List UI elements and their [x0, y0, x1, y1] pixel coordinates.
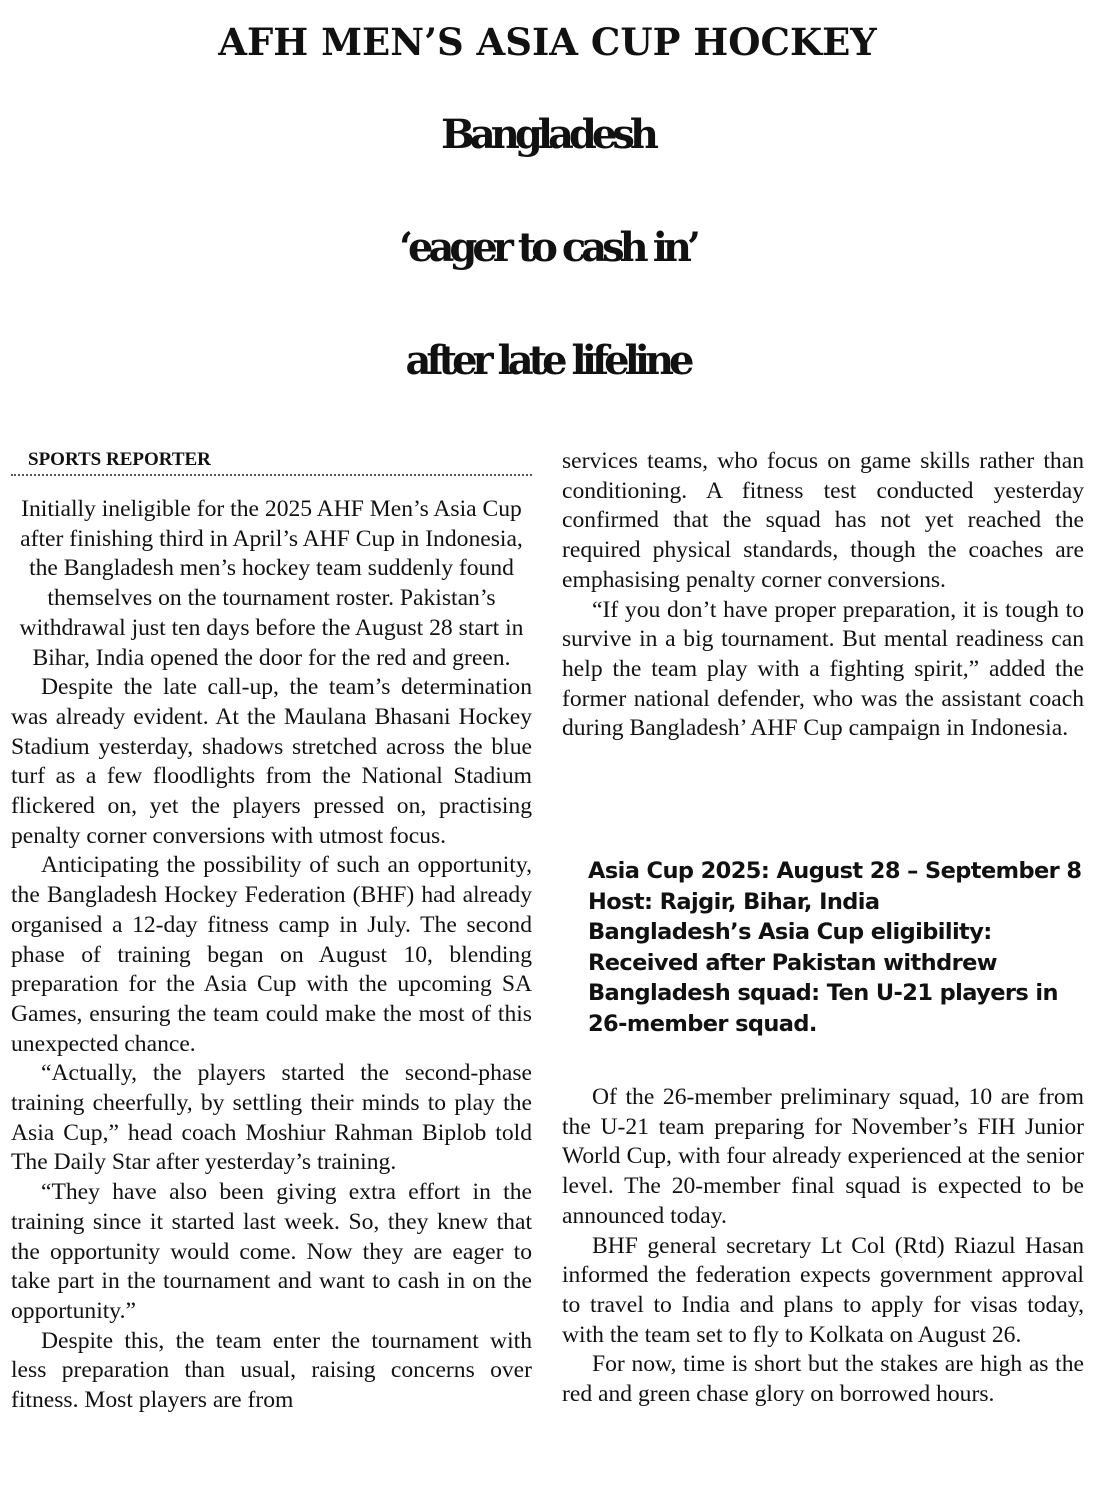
article-paragraph: Despite this, the team enter the tournament with less preparation than usual, raising concerns over fitness. Most players are from [11, 1327, 532, 1414]
byline: SPORTS REPORTER [28, 449, 211, 470]
fact-box-line: 26-member squad. [588, 1010, 817, 1037]
headline [0, 78, 1095, 417]
article-paragraph: For now, time is short but the stakes are high as the red and green chase glory on borrowed hours. [562, 1351, 1084, 1408]
fact-box-line: Bangladesh’s Asia Cup eligibility: [588, 919, 992, 945]
article-paragraph: Initially ineligible for the 2025 AHF Men’s Asia Cup after finishing third in April’s AHF Cup in Indonesia, the Bangladesh men’s hockey team suddenly found themselves on the tournament roster. Pakistan’s withdrawal just ten days before the August 28 start in Bihar, India opened the door for the red and green. [19, 496, 524, 671]
article-paragraph: BHF general secretary Lt Col (Rtd) Riazul Hasan informed the federation expects government approval to travel to India and plans to apply for visas today, with the team set to fly to Kolkata on August 26. [562, 1232, 1084, 1348]
article-paragraph: Of the 26-member preliminary squad, 10 are from the U-21 team preparing for November’s FIH Junior World Cup, with four already experienced at the senior level. The 20-member final squad is expected to be announced today. [562, 1084, 1084, 1229]
fact-box-line: Asia Cup 2025: August 28 – September 8 [588, 858, 1082, 884]
byline-divider [11, 474, 532, 476]
article-paragraph: Anticipating the possibility of such an opportunity, the Bangladesh Hockey Federation (BHF) had already organised a 12-day fitness camp in July. The second phase of training began on August 10, blending preparation for the Asia Cup with the upcoming SA Games, ensuring the team could make the most of this unexpected chance. [11, 852, 532, 1057]
article-column-left [11, 447, 532, 1416]
fact-box-line: Received after Pakistan withdrew [588, 949, 997, 976]
headline-line-3: after late lifeline [405, 337, 690, 384]
article-column-right-bottom [562, 1083, 1084, 1410]
headline-line-1: Bangladesh [441, 111, 654, 158]
article-column-right-top [562, 447, 1084, 744]
fact-box-line: Bangladesh squad: Ten U-21 players in [588, 980, 1058, 1006]
section-kicker: AFH MEN’S ASIA CUP HOCKEY [218, 20, 877, 64]
article-paragraph: services teams, who focus on game skills rather than conditioning. A fitness test conducted yesterday confirmed that the squad has not yet reached the required physical standards, though the coaches are emphasising penalty corner conversions. [562, 448, 1084, 593]
fact-box [588, 856, 1082, 1039]
article-paragraph: “They have also been giving extra effort in the training since it started last week. So, they knew that the opportunity would come. Now they are eager to take part in the tournament and want to cash in on the opportunity.” [11, 1179, 532, 1324]
article-paragraph: Despite the late call-up, the team’s determination was already evident. At the Maulana Bhasani Hockey Stadium yesterday, shadows stretched across the blue turf as a few floodlights from the National Stadium flickered on, yet the players pressed on, practising penalty corner conversions with utmost focus. [11, 674, 532, 849]
article-paragraph: “Actually, the players started the second-phase training cheerfully, by settling their minds to play the Asia Cup,” head coach Moshiur Rahman Biplob told The Daily Star after yesterday’s training. [11, 1060, 532, 1176]
article-paragraph: “If you don’t have proper preparation, it is tough to survive in a big tournament. But mental readiness can help the team play with a fighting spirit,” added the former national defender, who was the assistant coach during Bangladesh’ AHF Cup campaign in Indonesia. [562, 596, 1084, 742]
headline-line-2: ‘eager to cash in’ [399, 224, 696, 271]
fact-box-line: Host: Rajgir, Bihar, India [588, 888, 880, 915]
